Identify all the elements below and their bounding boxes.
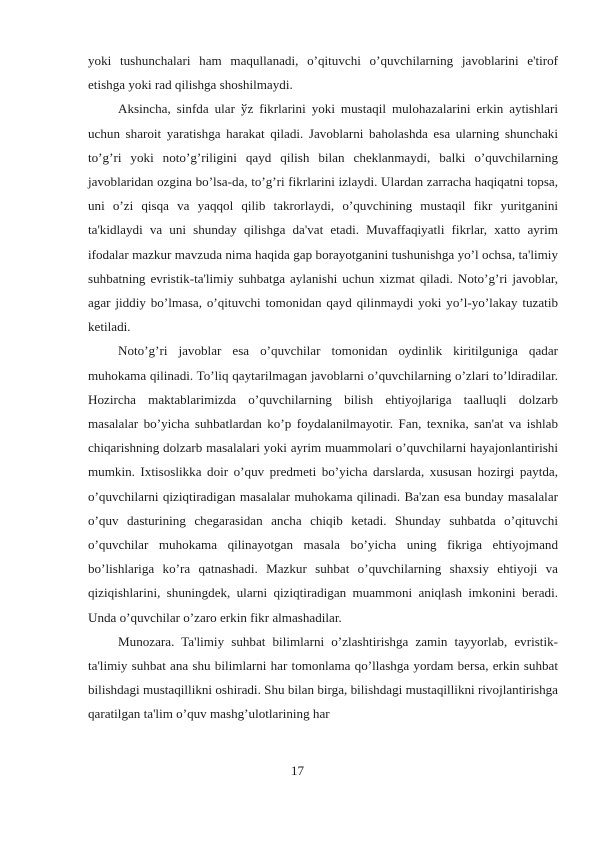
paragraph-continuation: yoki tushunchalari ham maqullanadi, o’qituvchi o’quvchilarning javoblarini e'tirof etishga yoki rad qilishga shoshilmaydi. — [88, 53, 558, 93]
paragraph-munozara: Munozara. Ta'limiy suhbat bilimlarni o’zlashtirishga zamin tayyorlab, evristik-ta'limiy suhbat ana shu bilimlarni har tomonlama qo’llashga yordam bersa, erkin suhbat bilishdagi mustaqillikni oshiradi. Shu bilan birga, bilishdagi mustaqillikni rivojlantirishga qaratilgan ta'lim o’quv mashg’ulotlarining har — [88, 633, 558, 722]
paragraph-aksincha: Aksincha, sinfda ular ўz fikrlarini yoki mustaqil mulohazalarini erkin aytishlari uchun sharoit yaratishga harakat qiladi. Javoblarni baholashda esa ularning shunchaki to’g’ri yoki noto’g’riligini qayd qilish bilan cheklanmaydi, balki o’quvchilarning javoblaridan ozgina bo’lsa-da, to’g’ri fikrlarini izlaydi. Ulardan zarracha haqiqatni topsa, uni o’zi qisqa va yaqqol qilib takrorlaydi, o’quvchining mustaqil fikr yuritganini ta'kidlaydi va uni shunday qilishga da'vat etadi. Muvaffaqiyatli fikrlar, xatto ayrim ifodalar mazkur mavzuda nima haqida gap borayotganini tushunishga yo’l ochsa, ta'limiy suhbatning evristik-ta'limiy suhbatga aylanishi uchun xizmat qiladi. Noto’g’ri javoblar, agar jiddiy bo’lmasa, o’qituvchi tomonidan qayd qilinmaydi yoki yo’l-yo’lakay tuzatib ketiladi. — [88, 101, 558, 335]
page-number: 17 — [290, 763, 305, 778]
paragraph-notogri-javoblar: Noto’g’ri javoblar esa o’quvchilar tomonidan oydinlik kiritilguniga qadar muhokama qilinadi. To’liq qaytarilmagan javoblarni o’quvchilarning o’zlari to’ldiradilar. Hozircha maktablarimizda o’quvchilarning bilish ehtiyojlariga taalluqli dolzarb masalalar bo’yicha suhbatlardan ko’p foydalanilmayotir. Fan, texnika, san'at va ishlab chiqarishning dolzarb masalalari yoki ayrim muammolari o’quvchilarni hayajonlantirishi mumkin. Ixtisoslikka doir o’quv predmeti bo’yicha darslarda, xususan hozirgi paytda, o’quvchilarni qiziqtiradigan masalalar muhokama qilinadi. Ba'zan esa bunday masalalar o’quv dasturining chegarasidan ancha chiqib ketadi. Shunday suhbatda o’qituvchi o’quvchilar muhokama qilinayotgan masala bo’yicha uning fikriga ehtiyojmand bo’lishlariga ko’ra qatnashadi. Mazkur suhbat o’quvchilarning shaxsiy ehtiyoji va qiziqishlarini, shuningdek, ularni qiziqtiradigan muammoni aniqlash imkonini beradi. Unda o’quvchilar o’zaro erkin fikr almashadilar. — [88, 343, 558, 625]
body-text — [88, 49, 558, 727]
